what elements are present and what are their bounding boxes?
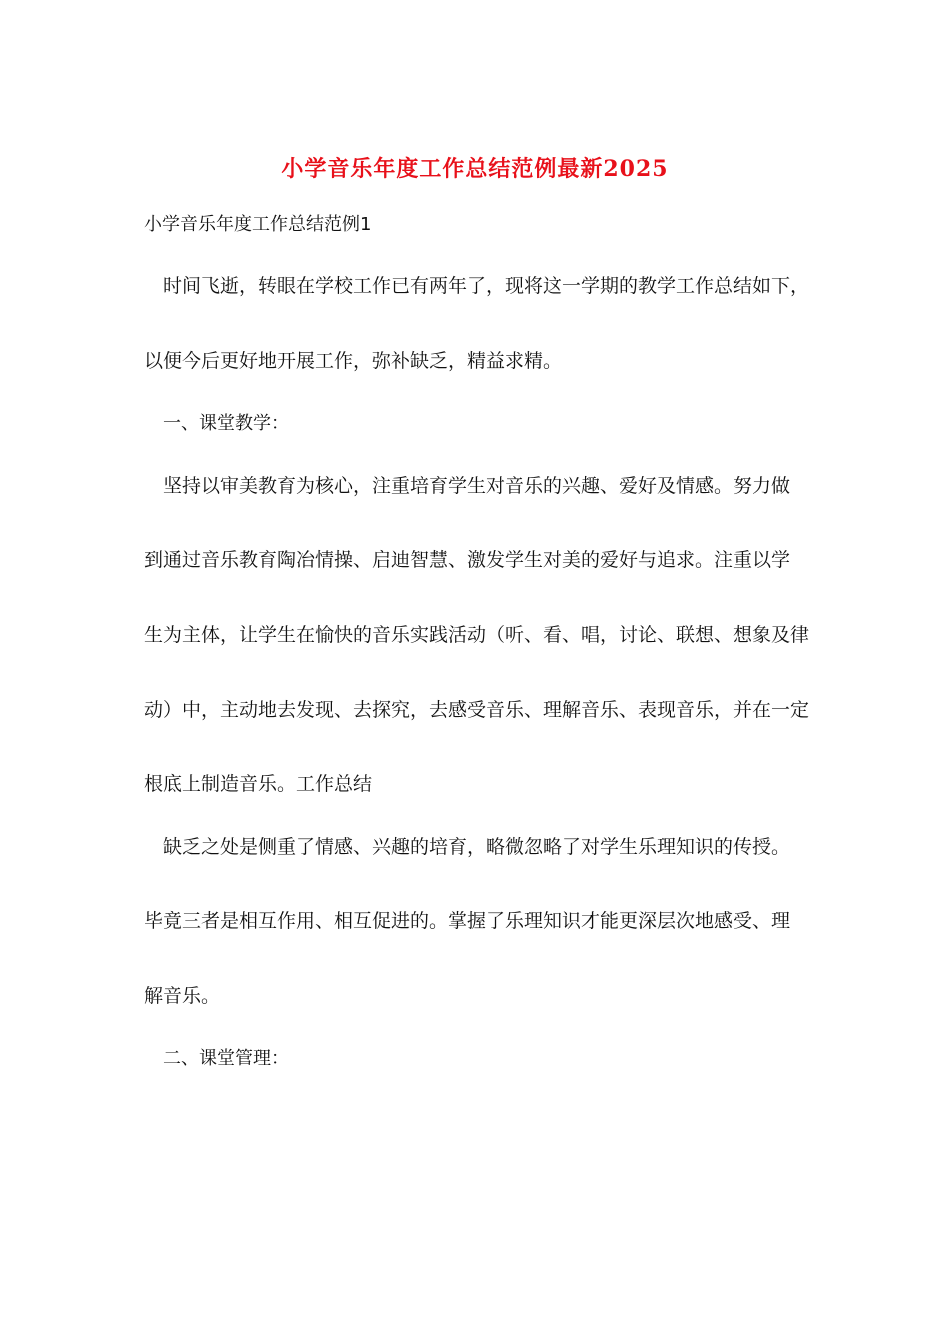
section-heading: 二、课堂管理：	[163, 1048, 289, 1069]
paragraph-line: 到通过音乐教育陶冶情操、启迪智慧、激发学生对美的爱好与追求。注重以学	[144, 549, 791, 571]
paragraph-line: 根底上制造音乐。工作总结	[144, 773, 373, 795]
document-title: 小学音乐年度工作总结范例最新2025	[281, 156, 669, 182]
section-heading: 一、课堂教学：	[163, 413, 289, 434]
paragraph-line: 时间飞逝，转眼在学校工作已有两年了，现将这一学期的教学工作总结如下，	[163, 275, 810, 297]
subtitle: 小学音乐年度工作总结范例1	[144, 214, 372, 235]
paragraph-line: 坚持以审美教育为核心，注重培育学生对音乐的兴趣、爱好及情感。努力做	[163, 475, 791, 497]
paragraph-line: 以便今后更好地开展工作，弥补缺乏，精益求精。	[144, 350, 563, 372]
paragraph-line: 毕竟三者是相互作用、相互促进的。掌握了乐理知识才能更深层次地感受、理	[144, 910, 791, 932]
paragraph-line: 解音乐。	[144, 985, 221, 1007]
paragraph-line: 缺乏之处是侧重了情感、兴趣的培育，略微忽略了对学生乐理知识的传授。	[163, 836, 791, 858]
paragraph-line: 动）中，主动地去发现、去探究，去感受音乐、理解音乐、表现音乐，并在一定	[144, 699, 810, 721]
paragraph-line: 生为主体，让学生在愉快的音乐实践活动（听、看、唱，讨论、联想、想象及律	[144, 624, 810, 646]
